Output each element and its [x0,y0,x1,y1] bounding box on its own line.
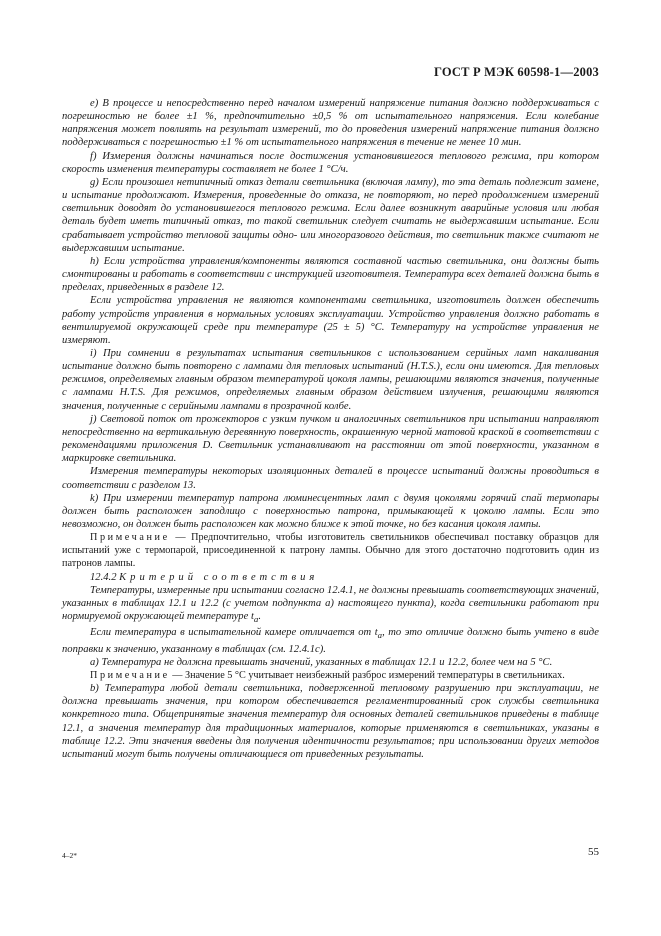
note-text: — Значение 5 °С учитывает неизбежный разброс измерений температуры в светильниках. [169,669,565,681]
note-tolerance [62,669,599,682]
paragraph-b-degradation: b) Температура любой детали светильника, подверженной тепловому разрушению при эксплуатации, не должна превышать значения, при котором обеспечивается регламентированный срок службы светильника конкретного типа. Общепринятые значения температур для основных деталей светильников приведены в таблице 12.1, а значения температур для традиционных материалов, которые применяются в светильниках, указаны в таблице 12.2. Эти значения введены для получения идентичности результатов; при использовании других методов испытаний могут быть получены отличающиеся от приведенных результаты. [62,683,599,760]
paragraph-k: k) При измерении температур патрона люминесцентных ламп с двумя цоколями горячий спай термопары должен быть расположен заподлицо с поверхностью патрона, примыкающей к цоколю лампы. Если это невозможно, он должен быть расположен как можно ближе к этой точке, но без касания цоколя лампы. [62,492,599,530]
section-heading [62,571,599,584]
paragraph-j-insulation: Измерения температуры некоторых изоляционных деталей в процессе испытаний должны проводиться в соответствии с разделом 13. [62,466,599,491]
paragraph-i: i) При сомнении в результатах испытания светильников с использованием серийных ламп накаливания испытание должно быть повторено с лампами для тепловых испытаний (H.T.S.), если они имеются. Для тепловых режимов, определяемых главным образом температурой цоколя лампы, решающими являются значения, полученные с лампами H.T.S. Для режимов, определяемых главным образом действием излучения, решающими являются значения, полученные с серийными лампами в прозрачной колбе. [62,347,599,412]
section-title: Критерий соответствия [119,571,319,583]
note-thermocouple [62,531,599,570]
paragraph-g: g) Если произошел нетипичный отказ детали светильника (включая лампу), то эта деталь подлежит замене, и испытание продолжают. Измерения, проведенные до отказа, не повторяют, но перед продолжением измерений светильник доводят до установившегося теплового режима. Если далее возникнут аварийные условия или любая деталь будет иметь типичный отказ, то такой светильник следует считать не выдержавшим испытание. Если срабатывает устройство тепловой защиты одно- или многоразового действия, то светильник также считают не выдержавшим испытание. [62,176,599,254]
paragraph-chamber-temp: Если температура в испытательной камере отличается от $t_a$, то это отличие должно быть учтено в виде поправки к значению, указанному в таблицах (см. 12.4.1c). [62,627,599,655]
paragraph-f: f) Измерения должны начинаться после достижения установившегося теплового режима, при котором скорость изменения температуры составляет не более 1 °С/ч. [62,150,599,175]
paragraph-compliance: Температуры, измеренные при испытании согласно 12.4.1, не должны превышать соответствующих значений, указанных в таблицах 12.1 и 12.2 (с учетом подпункта а) настоящего пункта), когда светильники работают при нормируемой окружающей температуре $t_a$. [62,584,599,625]
footer-mark: 4–2* [62,851,77,860]
paragraph-a-limit: a) Температура не должна превышать значений, указанных в таблицах 12.1 и 12.2, более чем на 5 °С. [90,656,553,668]
page-header: ГОСТ Р МЭК 60598-1—2003 [434,65,599,79]
note-text: — Предпочтительно, чтобы изготовитель светильников обеспечивал поставку образцов для испытаний уже с термопарой, присоединенной к патрону лампы. Обычно для этого достаточно подготовить один из патронов лампы. [62,532,599,570]
paragraph-h-control-gear: Если устройства управления не являются компонентами светильника, изготовитель должен обеспечить работу устройств управления в нормальных условиях эксплуатации. Устройство управления должно работать в вентилируемой окружающей среде при температуре (25 ± 5) °С. Температуру на устройстве управления не измеряют. [62,295,599,346]
section-number: 12.4.2 [90,571,117,583]
paragraph-e: e) В процессе и непосредственно перед началом измерений напряжение питания должно поддерживаться с погрешностью не более ±1 %, предпочтительно ±0,5 % от испытательного напряжения. Если колебание напряжения может повлиять на результат измерений, то до проведения измерений напряжение питания должно поддерживаться с погрешностью ±1 % от испытательного напряжения в течение не менее 10 мин. [62,98,599,149]
paragraph-j: j) Световой поток от прожекторов с узким пучком и аналогичных светильников при испытании направляют непосредственно на вертикальную деревянную поверхность, окрашенную черной матовой краской в соответствии с рекомендациями приложения D. Светильник устанавливают на расстоянии от этой поверхности, указанном в маркировке светильника. [62,413,599,465]
note-label: Примечание [90,669,170,681]
page-content [62,97,599,761]
page-number: 55 [588,846,599,858]
note-label: Примечание [90,532,170,544]
paragraph-h: h) Если устройства управления/компоненты являются составной частью светильника, они должны быть смонтированы и работать в соответствии с инструкцией изготовителя. Температура всех деталей должна быть в пределах, приведенных в разделе 12. [62,255,599,294]
document-page [62,0,599,936]
